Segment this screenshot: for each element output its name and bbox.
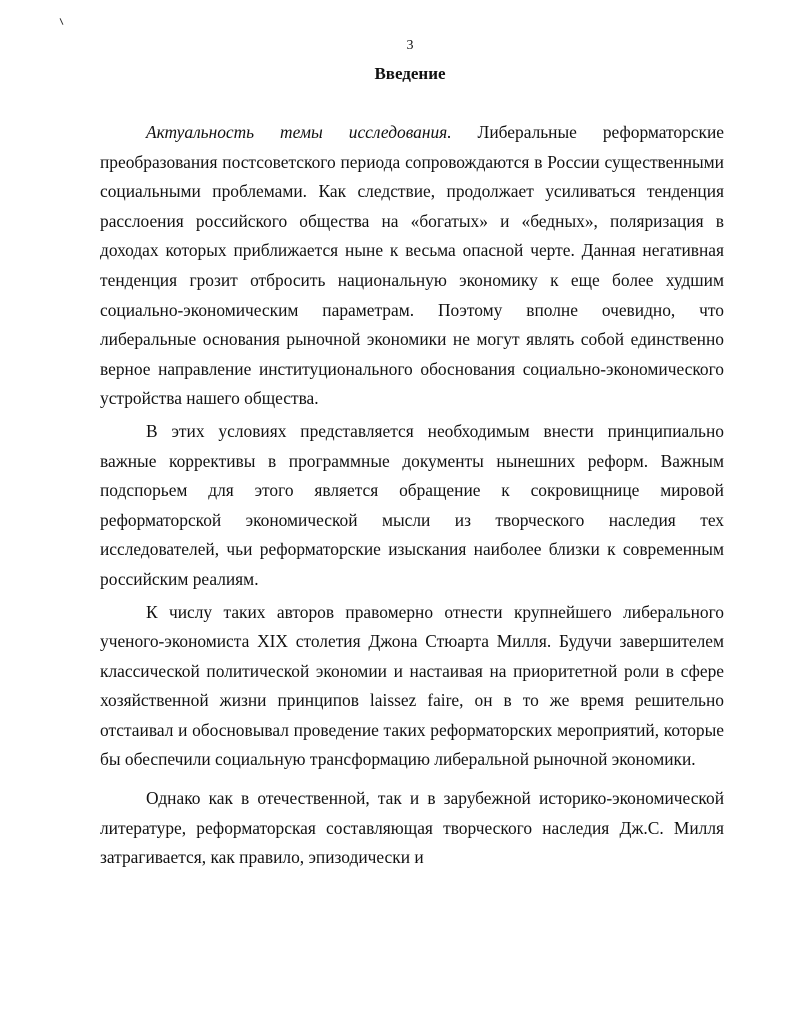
section-title: Введение [374, 64, 446, 83]
paragraph-lead-italic: Актуальность темы исследования. [146, 122, 452, 142]
paragraph-literature: Однако как в отечественной, так и в зарубежной историко-экономической литературе, реформаторская составляющая творческого наследия Дж.С. Милля затрагивается, как правило, эпизодически и [100, 788, 724, 868]
page-number: 3 [406, 38, 414, 53]
paragraph-conditions: В этих условиях представляется необходимым внести принципиально важные коррективы в программные документы нынешних реформ. Важным подспорьем для этого является обращение к сокровищнице мировой реформаторской экономической мысли из творческого наследия тех исследователей, чьи реформаторские изыскания наиболее близки к современным российским реалиям. [100, 420, 724, 589]
body-text [100, 118, 724, 876]
paragraph-text: Либеральные реформаторские преобразования постсоветского периода сопровождаются в России существенными социальными проблемами. Как следствие, продолжает усиливаться тенденция расслоения российского общества на «богатых» и «бедных», поляризация в доходах которых приближается ныне к весьма опасной черте. Данная негативная тенденция грозит отбросить национальную экономику к еще более худшим социально-экономическим параметрам. Поэтому вполне очевидно, что либеральные основания рыночной экономики не могут являть собой единственно верное направление институционального обоснования социально-экономического устройства нашего общества. [100, 122, 724, 409]
paragraph-relevance [100, 118, 724, 414]
scan-artifact-mark [60, 18, 64, 25]
paragraph-authors: К числу таких авторов правомерно отнести крупнейшего либерального ученого-экономиста XIX столетия Джона Стюарта Милля. Будучи завершителем классической политической экономии и настаивая на приоритетной роли в сфере хозяйственной жизни принципов laissez faire, он в то же время решительно отстаивал и обосновывал проведение таких реформаторских мероприятий, которые бы обеспечили социальную трансформацию либеральной рыночной экономики. [100, 601, 724, 770]
